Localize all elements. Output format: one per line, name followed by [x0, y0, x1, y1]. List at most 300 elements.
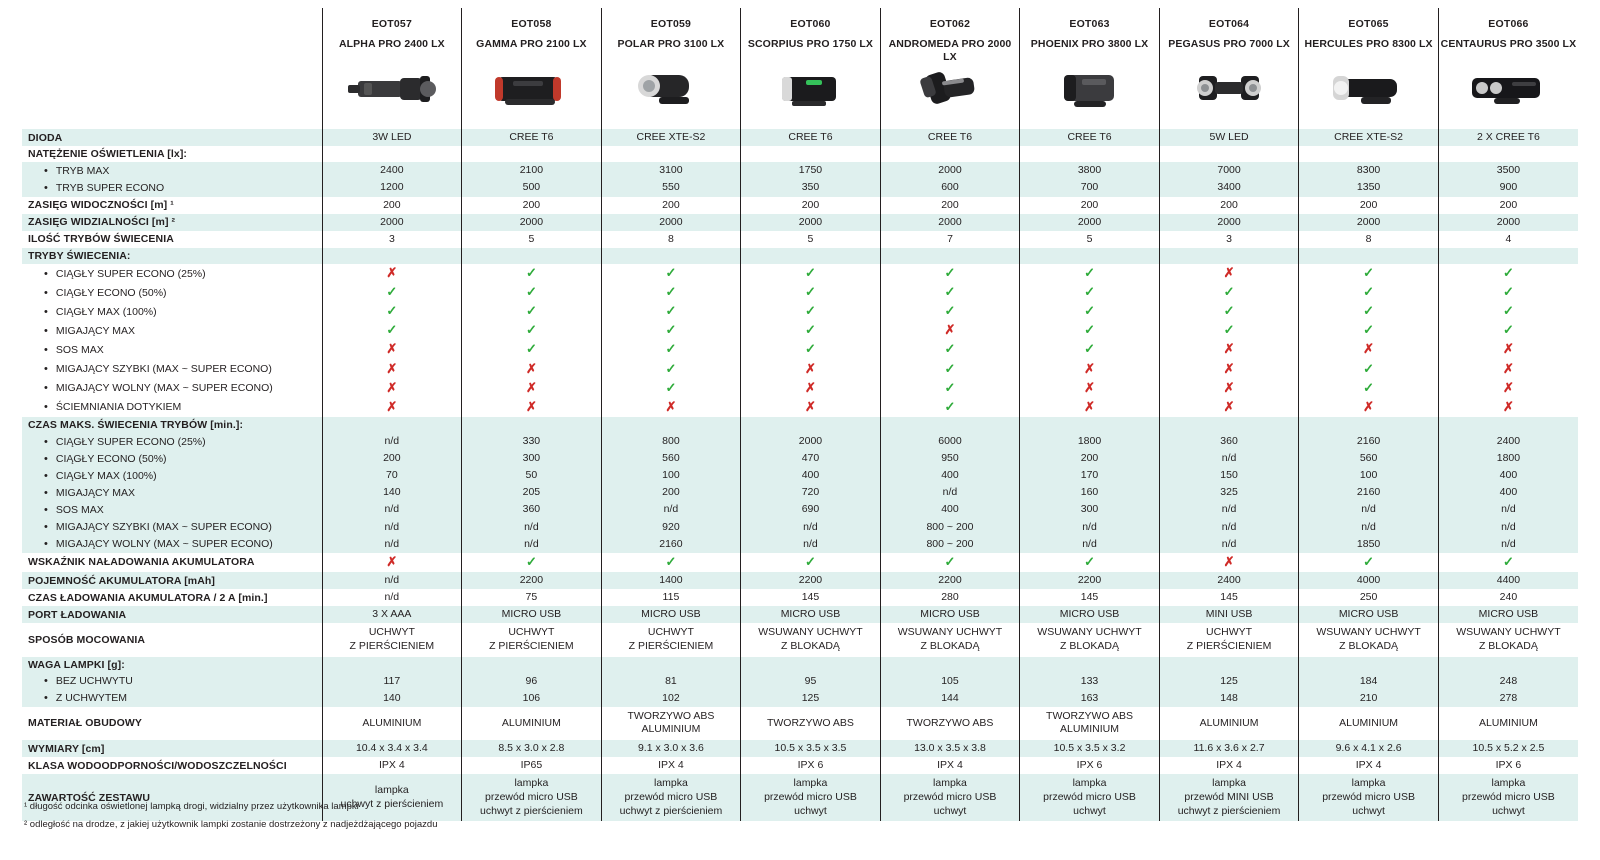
- cross-icon: ✗: [386, 341, 398, 357]
- cell-value: [741, 283, 881, 302]
- cell-value: 1850: [1299, 536, 1439, 553]
- cell-value: [1299, 553, 1439, 572]
- cell-value: [1438, 340, 1578, 359]
- cross-icon: ✗: [525, 398, 537, 414]
- cell-value: 2000: [1159, 214, 1299, 231]
- cross-icon: ✗: [805, 398, 816, 414]
- table-row: [22, 673, 1578, 690]
- cell-value: [741, 360, 881, 379]
- check-icon: ✓: [1223, 322, 1235, 338]
- table-row: [22, 690, 1578, 707]
- cell-value: 133: [1020, 673, 1160, 690]
- cross-icon: ✗: [1223, 341, 1235, 357]
- cell-value: 2100: [462, 162, 602, 179]
- lamp-icon: [902, 67, 998, 114]
- cell-value: 170: [1020, 467, 1160, 484]
- cell-value: 9.6 x 4.1 x 2.6: [1299, 740, 1439, 757]
- cell-value: 2000: [1299, 214, 1439, 231]
- cell-value: lampka uchwyt z pierścieniem: [322, 774, 462, 821]
- cross-icon: ✗: [386, 379, 398, 395]
- cell-value: 400: [880, 501, 1020, 518]
- cross-icon: ✗: [1084, 379, 1095, 395]
- cell-value: [601, 248, 741, 264]
- cell-value: [880, 321, 1020, 340]
- cell-value: UCHWYT Z PIERŚCIENIEM: [462, 623, 602, 656]
- cell-value: 145: [741, 589, 881, 606]
- cell-value: [1438, 302, 1578, 321]
- cell-value: [741, 264, 881, 283]
- cross-icon: ✗: [1502, 341, 1514, 357]
- cell-value: [741, 321, 881, 340]
- product-image: [1020, 63, 1160, 129]
- cross-icon: ✗: [1502, 360, 1514, 376]
- cell-value: [1020, 417, 1160, 433]
- cell-value: UCHWYT Z PIERŚCIENIEM: [601, 623, 741, 656]
- cell-value: 100: [1299, 467, 1439, 484]
- cell-value: 3: [322, 231, 462, 248]
- lamp-icon: [623, 67, 719, 114]
- table-row: [22, 467, 1578, 484]
- table-row: [22, 657, 1578, 673]
- check-icon: ✓: [1502, 264, 1514, 280]
- cell-value: 300: [1020, 501, 1160, 518]
- check-icon: ✓: [1502, 322, 1514, 338]
- check-icon: ✓: [1363, 379, 1375, 395]
- cell-value: MICRO USB: [741, 606, 881, 623]
- cell-value: 3500: [1438, 162, 1578, 179]
- cell-value: [601, 321, 741, 340]
- footnote-2: ² odległość na drodze, z jakiej użytkownik lampki zostanie dostrzeżony z nadjeżdżającego pojazdu: [24, 819, 438, 831]
- cell-value: CREE T6: [880, 129, 1020, 146]
- row-label: DIODA: [22, 129, 322, 146]
- cell-value: 160: [1020, 484, 1160, 501]
- table-row: [22, 214, 1578, 231]
- check-icon: ✓: [665, 264, 677, 280]
- cell-value: [462, 248, 602, 264]
- cell-value: 1200: [322, 179, 462, 196]
- cell-value: ALUMINIUM: [462, 707, 602, 740]
- cell-value: [880, 248, 1020, 264]
- cell-value: [1020, 302, 1160, 321]
- product-name: GAMMA PRO 2100 LX: [462, 30, 602, 63]
- check-icon: ✓: [525, 303, 537, 319]
- cell-value: CREE T6: [1020, 129, 1160, 146]
- row-label: WSKAŹNIK NAŁADOWANIA AKUMULATORA: [22, 553, 322, 572]
- cell-value: IP65: [462, 757, 602, 774]
- cell-value: 5W LED: [1159, 129, 1299, 146]
- cell-value: 4: [1438, 231, 1578, 248]
- product-name: PEGASUS PRO 7000 LX: [1159, 30, 1299, 63]
- cross-icon: ✗: [386, 553, 398, 569]
- cell-value: 5: [1020, 231, 1160, 248]
- comparison-sheet: [0, 8, 1600, 860]
- check-icon: ✓: [944, 303, 956, 319]
- cell-value: [322, 248, 462, 264]
- check-icon: ✓: [1502, 303, 1514, 319]
- spacer-cell: [22, 30, 322, 63]
- row-label: • MIGAJĄCY SZYBKI (MAX ~ SUPER ECONO): [22, 360, 322, 379]
- cell-value: n/d: [1299, 519, 1439, 536]
- product-image: [322, 63, 462, 129]
- cell-value: 50: [462, 467, 602, 484]
- cell-value: TWORZYWO ABS: [880, 707, 1020, 740]
- row-label: TRYBY ŚWIECENIA:: [22, 248, 322, 264]
- check-icon: ✓: [944, 341, 956, 357]
- cross-icon: ✗: [525, 360, 537, 376]
- cell-value: [880, 340, 1020, 359]
- cell-value: 1400: [601, 572, 741, 589]
- cell-value: ALUMINIUM: [1299, 707, 1439, 740]
- cell-value: 7: [880, 231, 1020, 248]
- cell-value: n/d: [1159, 501, 1299, 518]
- cross-icon: ✗: [1084, 360, 1095, 376]
- cell-value: 5: [462, 231, 602, 248]
- check-icon: ✓: [1223, 303, 1235, 319]
- cross-icon: ✗: [1084, 398, 1095, 414]
- cell-value: 200: [1438, 197, 1578, 214]
- cell-value: 3800: [1020, 162, 1160, 179]
- cell-value: 2000: [462, 214, 602, 231]
- cell-value: [322, 657, 462, 673]
- cell-value: 800 ~ 200: [880, 536, 1020, 553]
- cell-value: 2400: [322, 162, 462, 179]
- row-label: ZASIĘG WIDZIALNOŚCI [m] ²: [22, 214, 322, 231]
- cell-value: [322, 340, 462, 359]
- lamp-icon: [1321, 67, 1417, 114]
- cell-value: 1800: [1020, 433, 1160, 450]
- check-icon: ✓: [1084, 264, 1095, 280]
- cell-value: MICRO USB: [601, 606, 741, 623]
- product-name: POLAR PRO 3100 LX: [601, 30, 741, 63]
- check-icon: ✓: [1084, 341, 1095, 357]
- check-icon: ✓: [805, 341, 816, 357]
- cell-value: [462, 657, 602, 673]
- cell-value: 10.5 x 5.2 x 2.5: [1438, 740, 1578, 757]
- row-label: WAGA LAMPKI [g]:: [22, 657, 322, 673]
- row-label: • CIĄGŁY ECONO (50%): [22, 450, 322, 467]
- cross-icon: ✗: [1502, 379, 1514, 395]
- product-comparison-table: [22, 8, 1578, 821]
- row-label: • BEZ UCHWYTU: [22, 673, 322, 690]
- cell-value: [462, 302, 602, 321]
- cell-value: [1299, 657, 1439, 673]
- check-icon: ✓: [1363, 284, 1375, 300]
- cell-value: n/d: [1159, 450, 1299, 467]
- table-row: [22, 757, 1578, 774]
- cell-value: [741, 340, 881, 359]
- check-icon: ✓: [1084, 322, 1095, 338]
- cell-value: n/d: [1020, 519, 1160, 536]
- cell-value: [1438, 398, 1578, 417]
- cell-value: 3W LED: [322, 129, 462, 146]
- cell-value: 9.1 x 3.0 x 3.6: [601, 740, 741, 757]
- cell-value: [462, 553, 602, 572]
- product-name: ALPHA PRO 2400 LX: [322, 30, 462, 63]
- cell-value: 2160: [1299, 484, 1439, 501]
- cell-value: MICRO USB: [880, 606, 1020, 623]
- cell-value: n/d: [1159, 519, 1299, 536]
- product-name: CENTAURUS PRO 3500 LX: [1438, 30, 1578, 63]
- cell-value: [1299, 398, 1439, 417]
- cell-value: 200: [1020, 197, 1160, 214]
- check-icon: ✓: [944, 264, 956, 280]
- table-row: [22, 197, 1578, 214]
- cross-icon: ✗: [1363, 341, 1375, 357]
- check-icon: ✓: [1363, 360, 1375, 376]
- cell-value: CREE T6: [741, 129, 881, 146]
- check-icon: ✓: [665, 322, 677, 338]
- cell-value: 6000: [880, 433, 1020, 450]
- cell-value: [601, 146, 741, 162]
- cell-value: 1350: [1299, 179, 1439, 196]
- check-icon: ✓: [525, 284, 537, 300]
- cell-value: [1299, 360, 1439, 379]
- product-image: [1299, 63, 1439, 129]
- cell-value: 200: [601, 484, 741, 501]
- cell-value: 184: [1299, 673, 1439, 690]
- row-label: • TRYB MAX: [22, 162, 322, 179]
- cell-value: 205: [462, 484, 602, 501]
- check-icon: ✓: [1084, 303, 1095, 319]
- cell-value: [1159, 146, 1299, 162]
- cell-value: n/d: [1020, 536, 1160, 553]
- cell-value: [1299, 146, 1439, 162]
- table-row: [22, 553, 1578, 572]
- cell-value: CREE XTE-S2: [1299, 129, 1439, 146]
- cell-value: 10.5 x 3.5 x 3.2: [1020, 740, 1160, 757]
- cell-value: WSUWANY UCHWYT Z BLOKADĄ: [880, 623, 1020, 656]
- cell-value: [1159, 360, 1299, 379]
- cell-value: IPX 4: [322, 757, 462, 774]
- check-icon: ✓: [386, 322, 398, 338]
- row-label: PORT ŁADOWANIA: [22, 606, 322, 623]
- table-row: [22, 264, 1578, 283]
- cell-value: [322, 264, 462, 283]
- cell-value: MICRO USB: [1299, 606, 1439, 623]
- cell-value: [1438, 321, 1578, 340]
- cell-value: [741, 553, 881, 572]
- cell-value: [1438, 360, 1578, 379]
- cell-value: 800: [601, 433, 741, 450]
- product-image: [462, 63, 602, 129]
- table-row: [22, 572, 1578, 589]
- cross-icon: ✗: [1223, 553, 1235, 569]
- cell-value: MICRO USB: [1438, 606, 1578, 623]
- cell-value: 10.5 x 3.5 x 3.5: [741, 740, 881, 757]
- cell-value: [1159, 379, 1299, 398]
- table-row: [22, 283, 1578, 302]
- cell-value: [322, 417, 462, 433]
- product-image: [741, 63, 881, 129]
- cell-value: 800 ~ 200: [880, 519, 1020, 536]
- cell-value: 11.6 x 3.6 x 2.7: [1159, 740, 1299, 757]
- cell-value: [880, 398, 1020, 417]
- cell-value: 8300: [1299, 162, 1439, 179]
- cell-value: 106: [462, 690, 602, 707]
- cell-value: 1750: [741, 162, 881, 179]
- cell-value: [1299, 340, 1439, 359]
- cell-value: 2160: [1299, 433, 1439, 450]
- check-icon: ✓: [665, 284, 677, 300]
- cell-value: 102: [601, 690, 741, 707]
- cell-value: lampka przewód micro USB uchwyt: [1020, 774, 1160, 821]
- table-row: [22, 162, 1578, 179]
- cell-value: 900: [1438, 179, 1578, 196]
- cell-value: [601, 553, 741, 572]
- table-row: [22, 248, 1578, 264]
- cell-value: 2400: [1159, 572, 1299, 589]
- lamp-icon: [344, 67, 440, 114]
- cell-value: 5: [741, 231, 881, 248]
- cell-value: [462, 146, 602, 162]
- cell-value: IPX 4: [601, 757, 741, 774]
- cell-value: [1159, 553, 1299, 572]
- product-image: [1159, 63, 1299, 129]
- cell-value: [1159, 283, 1299, 302]
- cell-value: 100: [601, 467, 741, 484]
- cell-value: [880, 283, 1020, 302]
- cell-value: MICRO USB: [462, 606, 602, 623]
- cell-value: 2000: [322, 214, 462, 231]
- cell-value: [1159, 398, 1299, 417]
- cell-value: n/d: [322, 501, 462, 518]
- cell-value: [1020, 379, 1160, 398]
- cell-value: [1020, 248, 1160, 264]
- cell-value: 720: [741, 484, 881, 501]
- cell-value: [1438, 248, 1578, 264]
- cell-value: lampka przewód micro USB uchwyt: [1438, 774, 1578, 821]
- cell-value: 115: [601, 589, 741, 606]
- table-row: [22, 398, 1578, 417]
- check-icon: ✓: [1363, 322, 1375, 338]
- cross-icon: ✗: [805, 360, 816, 376]
- cell-value: UCHWYT Z PIERŚCIENIEM: [322, 623, 462, 656]
- cell-value: [322, 553, 462, 572]
- cell-value: 117: [322, 673, 462, 690]
- cell-value: 10.4 x 3.4 x 3.4: [322, 740, 462, 757]
- cell-value: 560: [1299, 450, 1439, 467]
- cell-value: [1299, 302, 1439, 321]
- cell-value: 200: [741, 197, 881, 214]
- cell-value: MICRO USB: [1020, 606, 1160, 623]
- cell-value: 2200: [741, 572, 881, 589]
- product-code: EOT064: [1159, 8, 1299, 30]
- cell-value: [741, 379, 881, 398]
- cell-value: 2200: [880, 572, 1020, 589]
- cell-value: [322, 321, 462, 340]
- table-row: [22, 360, 1578, 379]
- cell-value: WSUWANY UCHWYT Z BLOKADĄ: [1299, 623, 1439, 656]
- cell-value: [1299, 379, 1439, 398]
- check-icon: ✓: [525, 264, 537, 280]
- product-code: EOT059: [601, 8, 741, 30]
- cell-value: 200: [322, 450, 462, 467]
- lamp-icon: [483, 67, 579, 114]
- cell-value: 500: [462, 179, 602, 196]
- cell-value: [601, 302, 741, 321]
- cell-value: 2000: [741, 214, 881, 231]
- cell-value: [462, 340, 602, 359]
- cell-value: [1159, 417, 1299, 433]
- table-row: [22, 450, 1578, 467]
- cell-value: 2000: [880, 162, 1020, 179]
- cell-value: [1299, 264, 1439, 283]
- cell-value: 3100: [601, 162, 741, 179]
- cell-value: [1020, 340, 1160, 359]
- cell-value: [322, 302, 462, 321]
- cell-value: [1020, 283, 1160, 302]
- table-header: [22, 8, 1578, 129]
- cell-value: 250: [1299, 589, 1439, 606]
- cell-value: n/d: [322, 433, 462, 450]
- check-icon: ✓: [1502, 553, 1514, 569]
- table-row: [22, 623, 1578, 656]
- cell-value: [462, 264, 602, 283]
- cell-value: [1159, 321, 1299, 340]
- check-icon: ✓: [805, 322, 816, 338]
- check-icon: ✓: [805, 553, 816, 569]
- table-row: [22, 179, 1578, 196]
- product-name: SCORPIUS PRO 1750 LX: [741, 30, 881, 63]
- cell-value: n/d: [322, 519, 462, 536]
- cell-value: 248: [1438, 673, 1578, 690]
- cell-value: [741, 248, 881, 264]
- cell-value: ALUMINIUM: [1159, 707, 1299, 740]
- cell-value: [1020, 553, 1160, 572]
- cell-value: 400: [741, 467, 881, 484]
- cross-icon: ✗: [386, 398, 398, 414]
- cell-value: 200: [601, 197, 741, 214]
- cell-value: lampka przewód micro USB uchwyt z pierścieniem: [601, 774, 741, 821]
- cell-value: 2 X CREE T6: [1438, 129, 1578, 146]
- footnotes: [24, 798, 437, 834]
- cell-value: 4000: [1299, 572, 1439, 589]
- check-icon: ✓: [944, 284, 956, 300]
- cell-value: TWORZYWO ABS ALUMINIUM: [1020, 707, 1160, 740]
- cell-value: 8: [1299, 231, 1439, 248]
- cell-value: n/d: [462, 519, 602, 536]
- cell-value: IPX 4: [1159, 757, 1299, 774]
- cell-value: [462, 379, 602, 398]
- cell-value: [741, 657, 881, 673]
- cell-value: [1299, 283, 1439, 302]
- cell-value: 360: [1159, 433, 1299, 450]
- cell-value: [741, 398, 881, 417]
- table-row: [22, 606, 1578, 623]
- cell-value: n/d: [880, 484, 1020, 501]
- cell-value: 600: [880, 179, 1020, 196]
- cell-value: lampka przewód micro USB uchwyt: [880, 774, 1020, 821]
- cell-value: n/d: [1438, 519, 1578, 536]
- cell-value: 280: [880, 589, 1020, 606]
- row-label: • Z UCHWYTEM: [22, 690, 322, 707]
- check-icon: ✓: [665, 360, 677, 376]
- cell-value: [1299, 321, 1439, 340]
- cell-value: n/d: [1438, 501, 1578, 518]
- cell-value: 200: [322, 197, 462, 214]
- cell-value: [880, 379, 1020, 398]
- row-label: • MIGAJĄCY WOLNY (MAX ~ SUPER ECONO): [22, 536, 322, 553]
- lamp-icon: [1181, 67, 1277, 114]
- row-label: MATERIAŁ OBUDOWY: [22, 707, 322, 740]
- cell-value: [601, 379, 741, 398]
- cell-value: 240: [1438, 589, 1578, 606]
- lamp-icon: [1042, 67, 1138, 114]
- cell-value: WSUWANY UCHWYT Z BLOKADĄ: [1020, 623, 1160, 656]
- cell-value: 400: [1438, 467, 1578, 484]
- cell-value: 1800: [1438, 450, 1578, 467]
- cell-value: 2000: [880, 214, 1020, 231]
